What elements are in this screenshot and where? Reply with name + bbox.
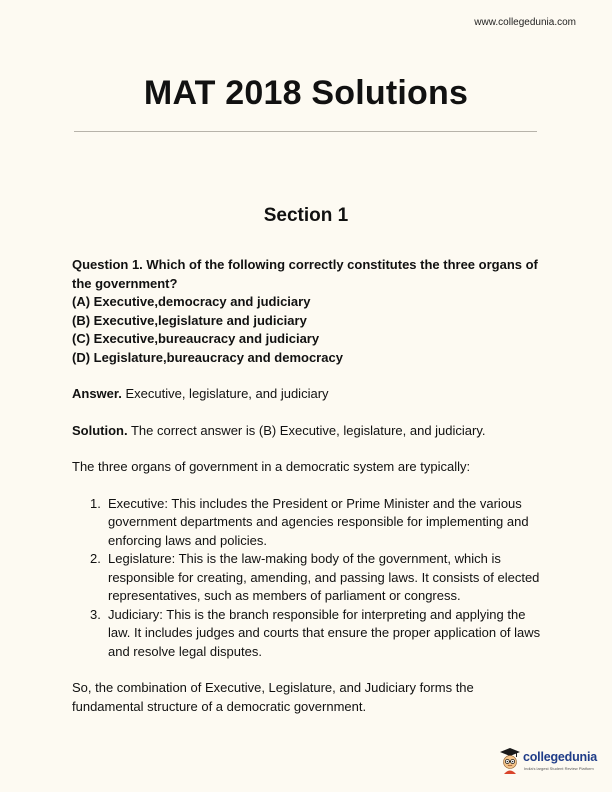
list-item-number: 3. [90,606,101,622]
list-item [72,550,542,606]
list-item-text: Judiciary: This is the branch responsible for interpreting and applying the law. It includes judges and courts that ensure the proper application of laws and resolve legal disputes. [108,606,541,659]
list-item-number: 1. [90,495,101,511]
answer-text: Executive, legislature, and judiciary [121,386,329,401]
question-text: Question 1. Which of the following correctly constitutes the three organs of the government? [72,257,538,291]
solution-conclusion: So, the combination of Executive, Legislature, and Judiciary forms the fundamental structure of a democratic government. [72,680,474,714]
solution-line [72,422,542,441]
list-item [72,495,542,551]
solution-text: The correct answer is (B) Executive, legislature, and judiciary. [127,422,486,438]
option-d: (D) Legislature,bureaucracy and democracy [72,349,343,365]
option-a: (A) Executive,democracy and judiciary [72,294,311,309]
mascot-icon [499,747,521,775]
page-title: MAT 2018 Solutions [143,74,469,112]
answer-label: Answer. [72,386,122,401]
solution-intro: The three organs of government in a democratic system are typically: [72,459,471,474]
list-item [72,606,542,662]
answer-line [72,385,542,404]
option-b: (B) Executive,legislature and judiciary [72,312,307,328]
solution-label: Solution. [72,422,128,438]
logo-tagline: India's largest Student Review Platform [524,766,594,771]
collegedunia-logo [499,747,609,777]
section-title: Section 1 [263,205,349,226]
title-divider [74,131,537,132]
option-c: (C) Executive,bureaucracy and judiciary [72,331,320,346]
site-url: www.collegedunia.com [474,17,576,28]
list-item-text: Legislature: This is the law-making body of the government, which is responsible for creating, amending, and passing laws. It consists of elected representatives, such as members of parliament or congress. [108,551,540,603]
question-content [72,256,542,734]
organs-list [72,495,542,662]
logo-name: collegedunia [523,750,598,764]
options-list [72,293,542,367]
list-item-text: Executive: This includes the President or Prime Minister and the various government departments and agencies responsible for implementing and enforcing laws and policies. [108,495,529,548]
list-item-number: 2. [90,551,101,566]
